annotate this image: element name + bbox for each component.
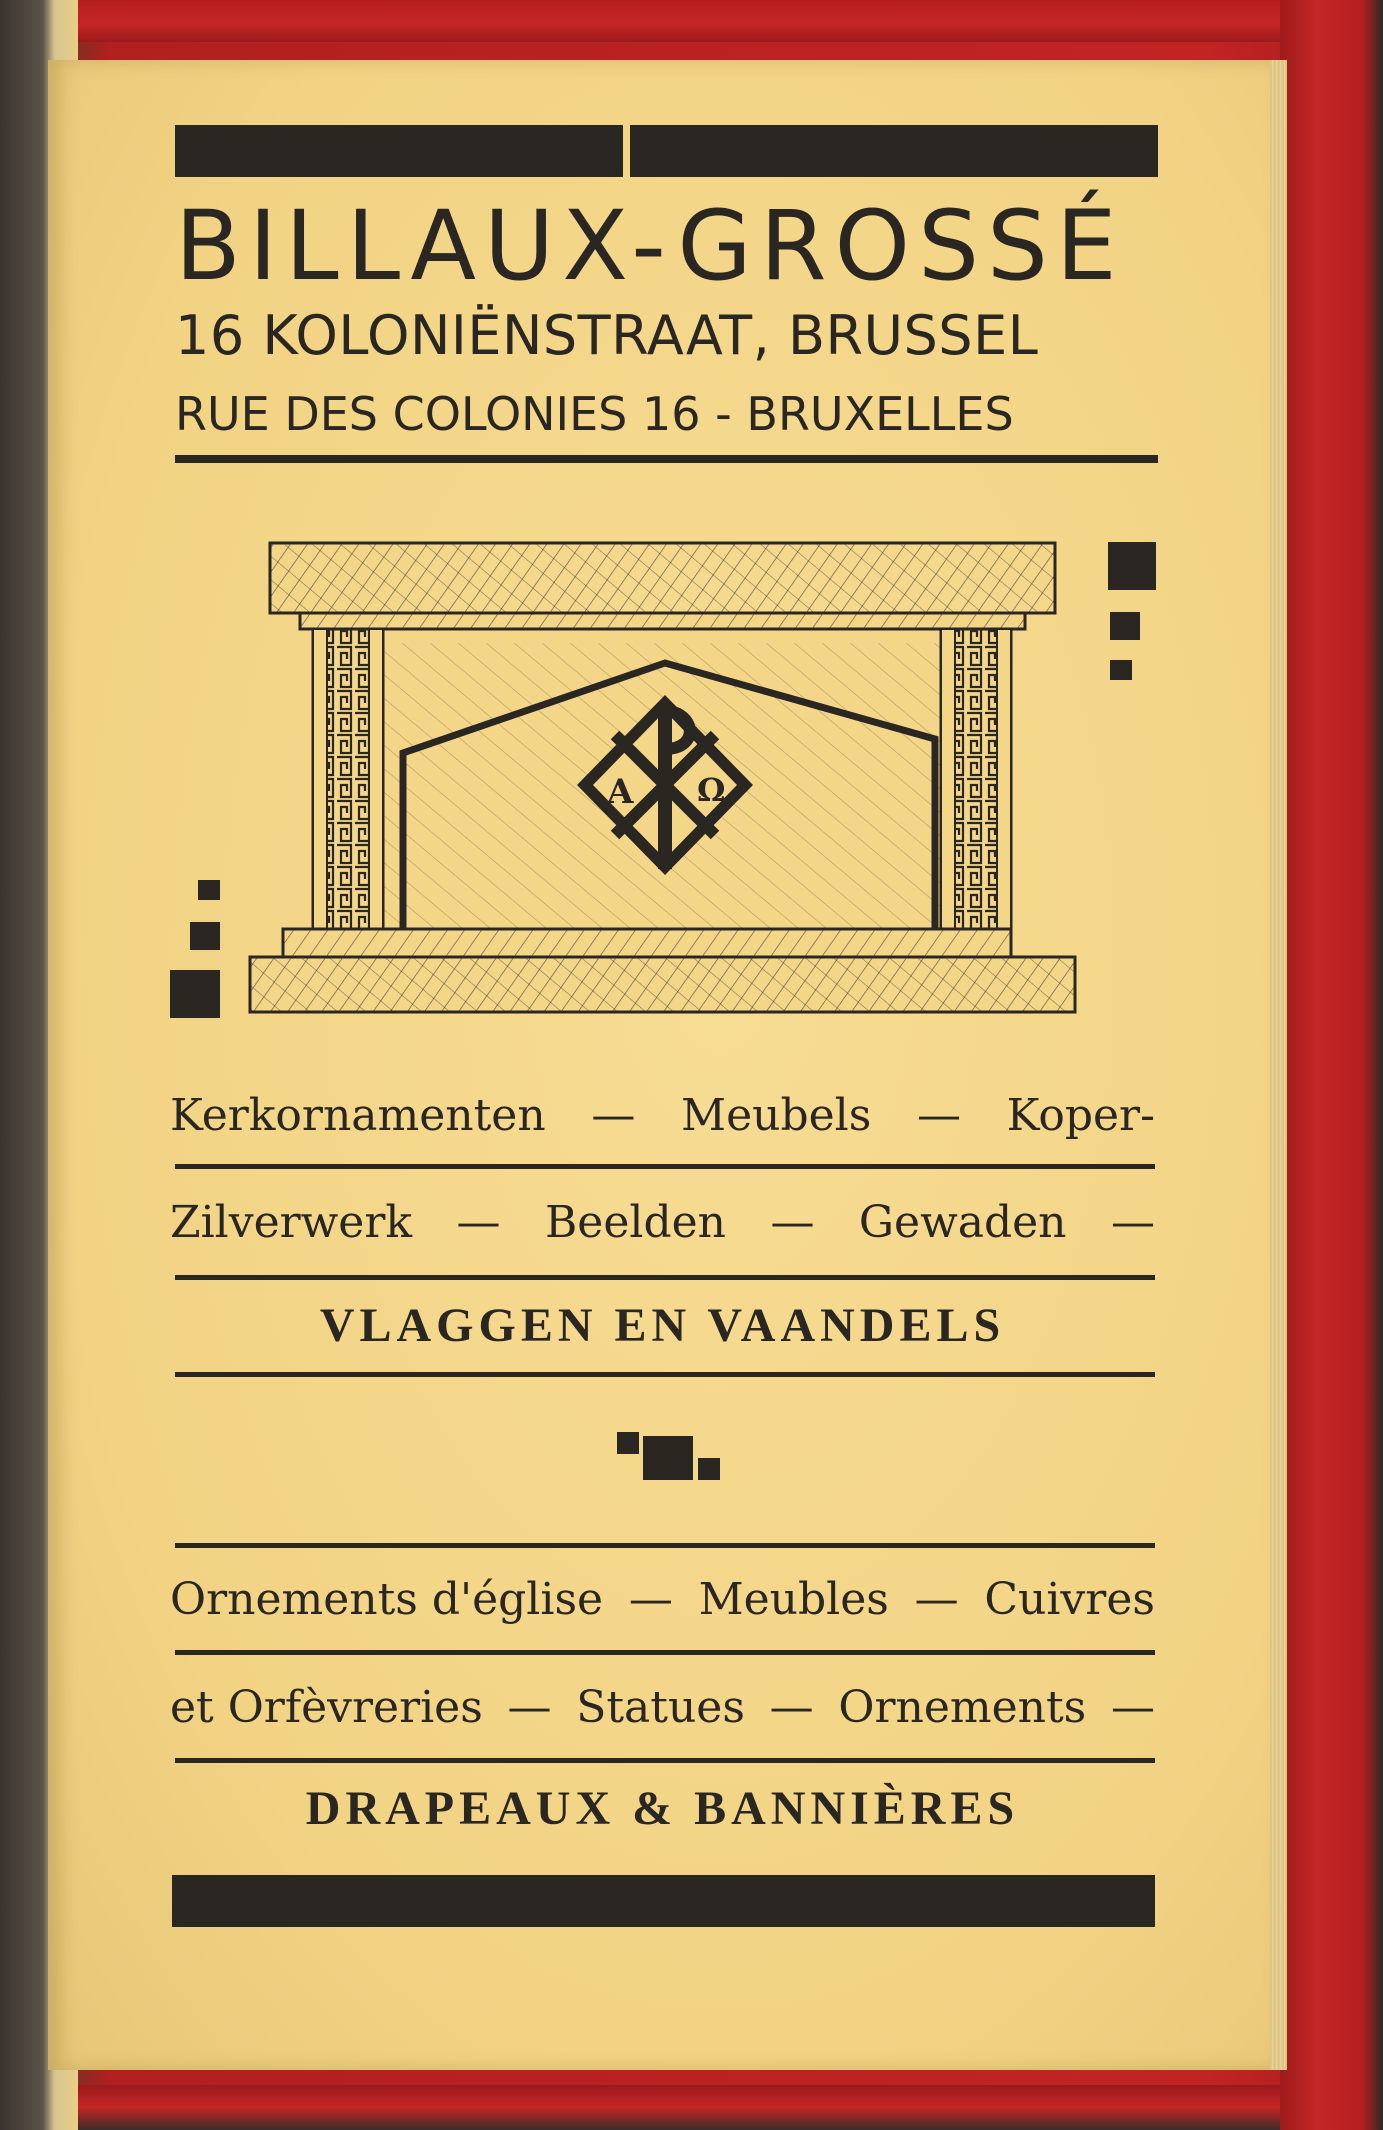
decor-square-right-small <box>1110 660 1132 680</box>
company-name: BILLAUX-GROSSÉ <box>175 190 1125 302</box>
dutch-flags-banners: VLAGGEN EN VAANDELS <box>319 1299 1006 1352</box>
french-item-church-ornaments: Ornements d'église <box>170 1574 604 1625</box>
french-line-1 <box>170 1574 1155 1626</box>
dash: — <box>628 1574 673 1625</box>
decor-square-left-large <box>170 970 220 1018</box>
dash: — <box>914 1574 959 1625</box>
rule <box>175 1543 1155 1548</box>
altar-illustration <box>245 535 1080 1015</box>
dash: — <box>917 1090 961 1141</box>
alpha-symbol: A <box>607 772 634 812</box>
french-item-statues: Statues <box>576 1682 745 1733</box>
dash: — <box>507 1682 552 1733</box>
dutch-item-copper: Koper- <box>1006 1090 1155 1141</box>
dash: — <box>1110 1197 1155 1248</box>
top-bar-right <box>630 125 1158 177</box>
french-line-2 <box>170 1682 1155 1734</box>
dash: — <box>770 1197 815 1248</box>
french-flags-banners: DRAPEAUX & BANNIÈRES <box>305 1782 1020 1835</box>
decor-square-right-large <box>1108 542 1156 590</box>
center-square-left <box>617 1432 639 1454</box>
address-french: RUE DES COLONIES 16 - BRUXELLES <box>175 387 1014 441</box>
rule <box>175 1650 1155 1655</box>
french-item-copper: Cuivres <box>984 1574 1155 1625</box>
dutch-item-furniture: Meubels <box>681 1090 872 1141</box>
decor-square-left-small <box>198 880 220 900</box>
bottom-bar <box>172 1875 1155 1927</box>
decor-square-left-medium <box>190 922 220 950</box>
dutch-line-1 <box>170 1090 1155 1142</box>
omega-symbol: Ω <box>697 771 726 809</box>
cover-right-edge <box>1280 0 1383 2130</box>
rule <box>175 1164 1155 1169</box>
rule <box>175 1372 1155 1377</box>
top-bar-left <box>175 125 623 177</box>
dash: — <box>1110 1682 1155 1733</box>
dutch-line-2 <box>170 1197 1155 1249</box>
cover-top-edge <box>70 0 1360 42</box>
dash: — <box>591 1090 636 1141</box>
french-item-ornaments: Ornements <box>838 1682 1087 1733</box>
dash: — <box>769 1682 814 1733</box>
center-square-middle <box>643 1436 693 1480</box>
dutch-item-statues: Beelden <box>544 1197 726 1248</box>
header-rule <box>175 455 1158 463</box>
address-dutch: 16 KOLONIËNSTRAAT, BRUSSEL <box>175 304 1039 367</box>
dash: — <box>456 1197 501 1248</box>
rule <box>175 1758 1155 1763</box>
dutch-item-silverwork: Zilverwerk <box>170 1197 413 1248</box>
center-square-right <box>698 1458 720 1480</box>
dutch-item-vestments: Gewaden <box>858 1197 1067 1248</box>
dutch-item-church-ornaments: Kerkornamenten <box>170 1090 546 1141</box>
french-item-silverwork: et Orfèvreries <box>170 1682 483 1733</box>
decor-square-right-medium <box>1110 612 1140 640</box>
rule <box>175 1275 1155 1280</box>
cover-bottom-edge <box>70 2085 1360 2130</box>
french-item-furniture: Meubles <box>698 1574 889 1625</box>
